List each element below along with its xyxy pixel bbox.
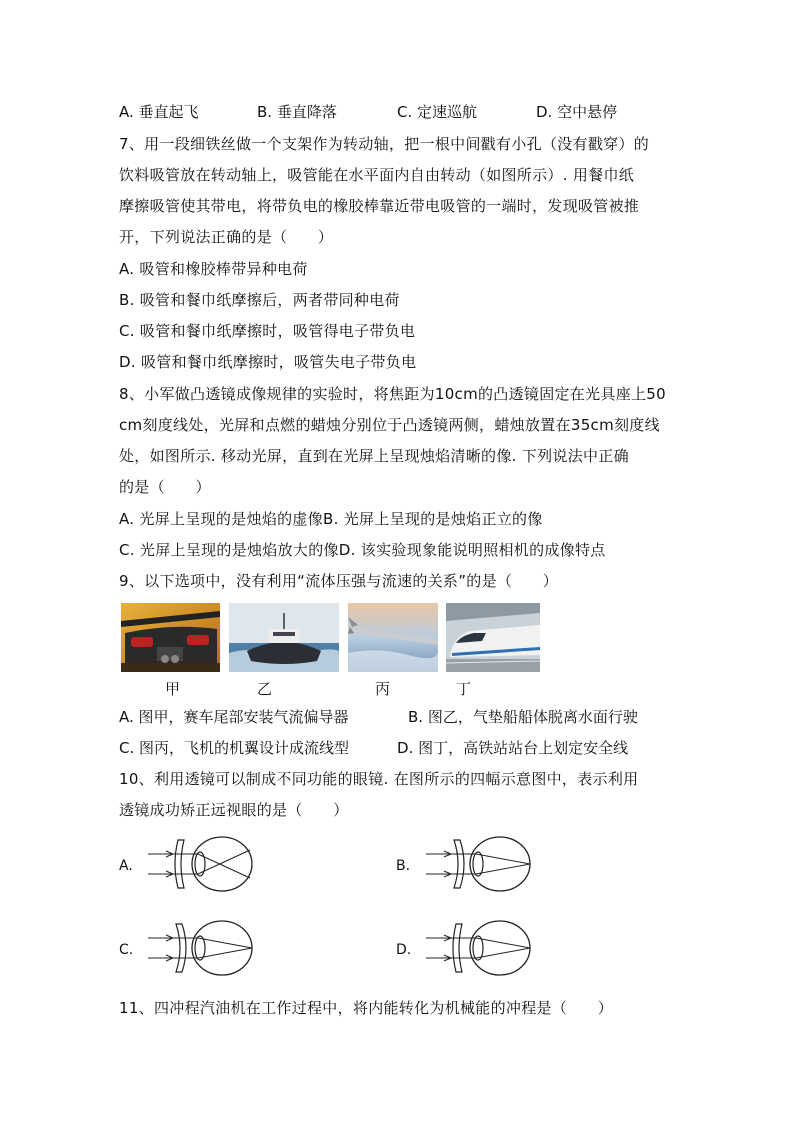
photo-caption-jia: 甲 [165,680,181,698]
hovercraft-photo [229,603,339,672]
race-car-photo [121,603,220,672]
eye-diagram-c-label: C. [119,942,134,958]
q6-option-c: C. 定速巡航 [397,103,478,121]
q7-option-b: B. 吸管和餐巾纸摩擦后，两者带同种电荷 [119,291,400,309]
eye-diagram-a-label: A. [119,858,133,874]
q7-option-a: A. 吸管和橡胶棒带异种电荷 [119,260,308,278]
q6-option-d: D. 空中悬停 [536,103,618,121]
q7-stem-line-4: 开，下列说法正确的是（ ） [119,228,334,246]
eye-diagram-d-label: D. [396,942,412,958]
q9-option-d: D. 图丁，高铁站站台上划定安全线 [397,739,629,757]
q8-stem-line-1: 8、小军做凸透镜成像规律的实验时，将焦距为10cm的凸透镜固定在光具座上50 [119,385,666,403]
eye-diagram-c [146,918,258,978]
q9-option-a: A. 图甲，赛车尾部安装气流偏导器 [119,708,349,726]
high-speed-train-photo [446,603,540,672]
q11-stem: 11、四冲程汽油机在工作过程中，将内能转化为机械能的冲程是（ ） [119,999,613,1017]
q7-stem-line-3: 摩擦吸管使其带电，将带负电的橡胶棒靠近带电吸管的一端时，发现吸管被推 [119,197,640,215]
q9-option-b: B. 图乙，气垫船船体脱离水面行驶 [408,708,638,726]
q7-stem-line-2: 饮料吸管放在转动轴上，吸管能在水平面内自由转动（如图所示）. 用餐巾纸 [119,166,635,184]
photo-caption-bing: 丙 [375,680,391,698]
eye-diagram-d [424,918,536,978]
q10-stem-line-2: 透镜成功矫正远视眼的是（ ） [119,801,349,819]
eye-diagram-a [146,834,258,894]
photo-caption-ding: 丁 [456,680,472,698]
eye-diagram-b [424,834,536,894]
photo-caption-yi: 乙 [257,680,273,698]
q8-stem-line-4: 的是（ ） [119,478,211,496]
q10-stem-line-1: 10、利用透镜可以制成不同功能的眼镜. 在图所示的四幅示意图中，表示利用 [119,770,639,788]
eye-diagram-b-label: B. [396,858,411,874]
q8-stem-line-3: 处，如图所示. 移动光屏，直到在光屏上呈现烛焰清晰的像. 下列说法中正确 [119,447,629,465]
q9-option-c: C. 图丙，飞机的机翼设计成流线型 [119,739,350,757]
q6-option-a: A. 垂直起飞 [119,103,199,121]
q7-option-c: C. 吸管和餐巾纸摩擦时，吸管得电子带负电 [119,322,416,340]
q6-option-b: B. 垂直降落 [257,103,337,121]
q8-options-cd: C. 光屏上呈现的是烛焰放大的像D. 该实验现象能说明照相机的成像特点 [119,541,606,559]
airplane-wing-photo [348,603,438,672]
q9-stem: 9、以下选项中，没有利用“流体压强与流速的关系”的是（ ） [119,572,559,590]
q8-options-ab: A. 光屏上呈现的是烛焰的虚像B. 光屏上呈现的是烛焰正立的像 [119,510,543,528]
q7-option-d: D. 吸管和餐巾纸摩擦时，吸管失电子带负电 [119,353,417,371]
q8-stem-line-2: cm刻度线处，光屏和点燃的蜡烛分别位于凸透镜两侧，蜡烛放置在35cm刻度线 [119,416,660,434]
q7-stem-line-1: 7、用一段细铁丝做一个支架作为转动轴，把一根中间戳有小孔（没有戳穿）的 [119,135,650,153]
